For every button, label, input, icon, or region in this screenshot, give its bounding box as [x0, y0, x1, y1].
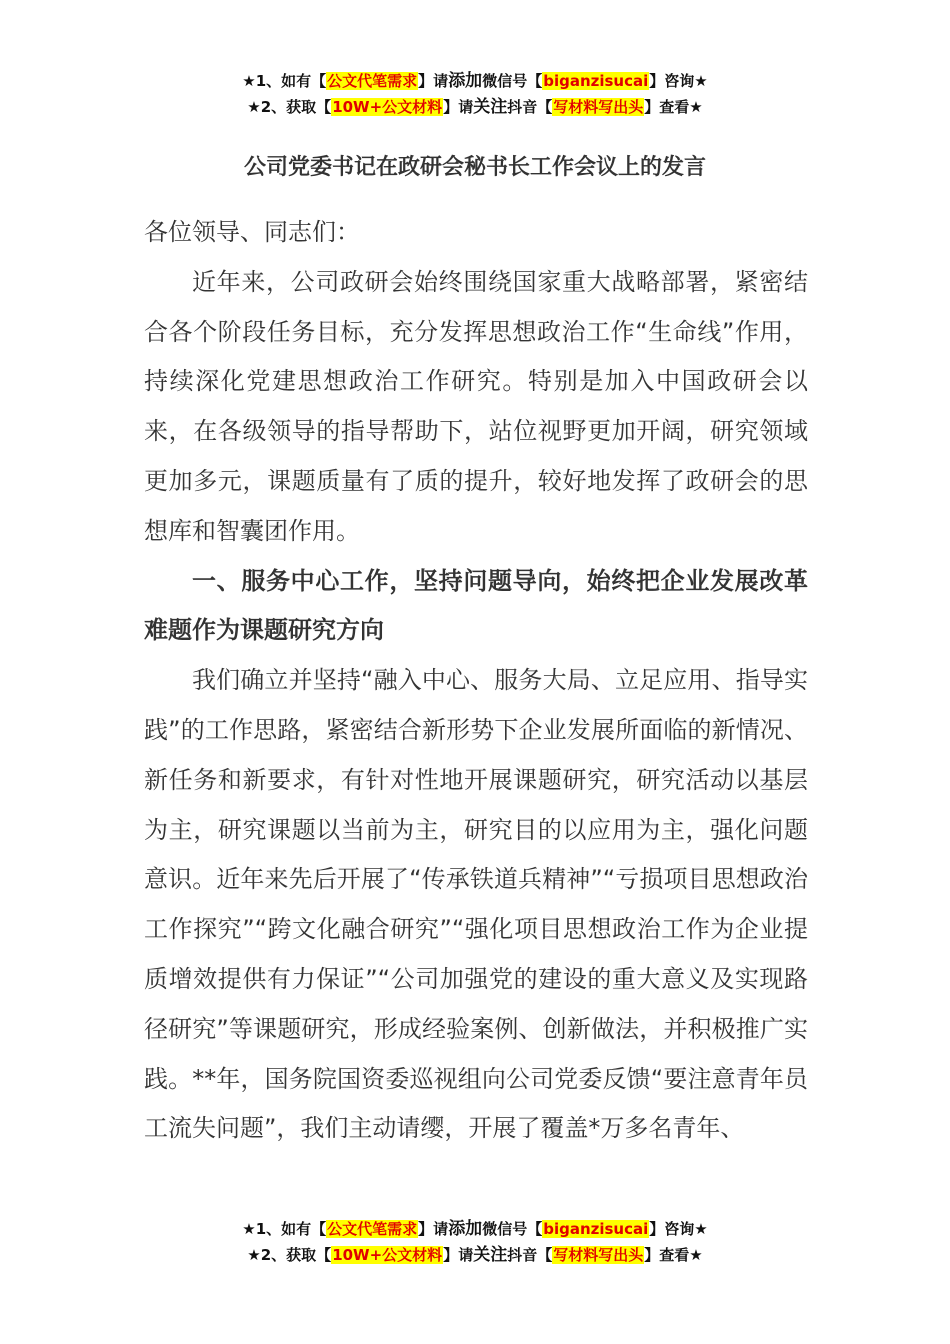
- promo-text: ★2、获取【: [247, 98, 332, 116]
- promo-highlight: biganzisucai: [543, 1220, 649, 1238]
- promo-emphasis: 关注: [473, 97, 508, 117]
- salutation: 各位领导、同志们：: [144, 218, 360, 246]
- promo-emphasis: 添加: [448, 1219, 483, 1239]
- promo-highlight: 写材料写出头: [553, 98, 644, 116]
- section-heading: 一、服务中心工作，坚持问题导向，始终把企业发展改革难题作为课题研究方向: [144, 566, 808, 645]
- promo-highlight: 10W+公文材料: [332, 1246, 443, 1264]
- promo-highlight: 写材料写出头: [553, 1246, 644, 1264]
- promo-text: 】请: [443, 98, 474, 116]
- promo-line-1: [0, 68, 950, 94]
- promo-text: 微信号【: [482, 72, 543, 90]
- promo-text: 】查看★: [644, 98, 703, 116]
- promo-text: 】请: [418, 72, 449, 90]
- document-body: [144, 208, 808, 1154]
- promo-emphasis: 关注: [473, 1245, 508, 1265]
- promo-text: 】请: [418, 1220, 449, 1238]
- promo-banner-top: [0, 68, 950, 120]
- paragraph: 近年来，公司政研会始终围绕国家重大战略部署，紧密结合各个阶段任务目标，充分发挥思想政治工作“生命线”作用，持续深化党建思想政治工作研究。特别是加入中国政研会以来，在各级领导的指导帮助下，站位视野更加开阔，研究领域更加多元，课题质量有了质的提升，较好地发挥了政研会的思想库和智囊团作用。: [144, 267, 808, 545]
- promo-text: 抖音【: [507, 98, 553, 116]
- promo-line-2: [0, 1242, 950, 1268]
- promo-text: 抖音【: [507, 1246, 553, 1264]
- promo-text: ★1、如有【: [242, 72, 327, 90]
- paragraph: 我们确立并坚持“融入中心、服务大局、立足应用、指导实践”的工作思路，紧密结合新形势下企业发展所面临的新情况、新任务和新要求，有针对性地开展课题研究，研究活动以基层为主，研究课题以当前为主，研究目的以应用为主，强化问题意识。近年来先后开展了“传承铁道兵精神”“亏损项目思想政治工作探究”“跨文化融合研究”“强化项目思想政治工作为企业提质增效提供有力保证”“公司加强党的建设的重大意义及实现路径研究”等课题研究，形成经验案例、创新做法，并积极推广实践。**年，国务院国资委巡视组向公司党委反馈“要注意青年员工流失问题”，我们主动请缨，开展了覆盖*万多名青年、: [144, 666, 808, 1143]
- promo-emphasis: 添加: [448, 71, 483, 91]
- promo-text: ★2、获取【: [247, 1246, 332, 1264]
- promo-banner-bottom: [0, 1216, 950, 1268]
- promo-text: 】咨询★: [649, 1220, 708, 1238]
- promo-highlight: 10W+公文材料: [332, 98, 443, 116]
- promo-text: 】请: [443, 1246, 474, 1264]
- promo-line-1: [0, 1216, 950, 1242]
- promo-text: 微信号【: [482, 1220, 543, 1238]
- promo-highlight: biganzisucai: [543, 72, 649, 90]
- promo-highlight: 公文代笔需求: [327, 72, 418, 90]
- promo-text: 】咨询★: [649, 72, 708, 90]
- promo-highlight: 公文代笔需求: [327, 1220, 418, 1238]
- promo-text: 】查看★: [644, 1246, 703, 1264]
- promo-line-2: [0, 94, 950, 120]
- promo-text: ★1、如有【: [242, 1220, 327, 1238]
- document-title: 公司党委书记在政研会秘书长工作会议上的发言: [243, 155, 706, 180]
